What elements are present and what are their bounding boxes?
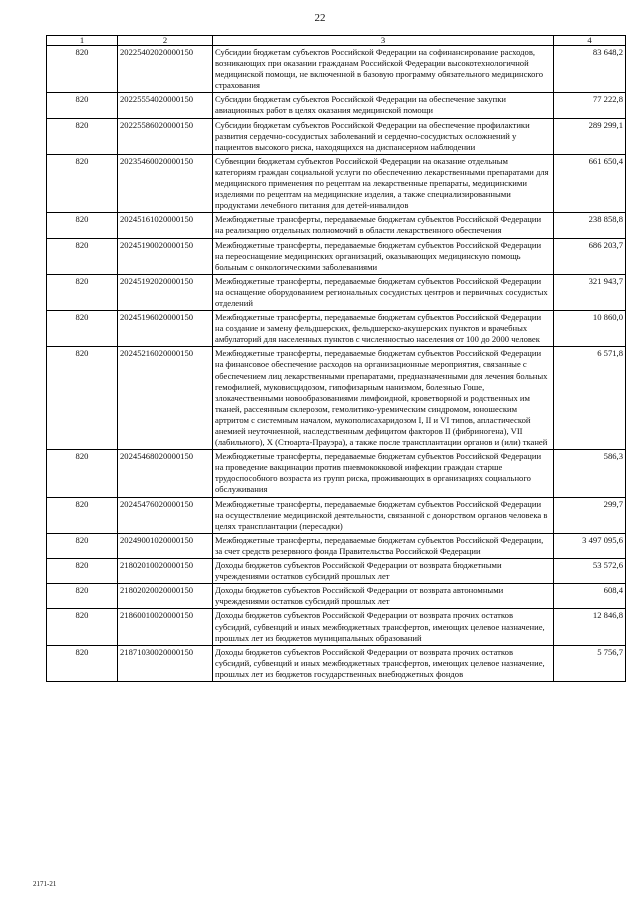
description-cell: Доходы бюджетов субъектов Российской Федерации от возврата прочих остатков субсидий, субвенций и иных межбюджетных трансфертов, имеющих целевое назначение, прошлых лет из бюджетов муниципальных образований (213, 609, 554, 645)
admin-code-cell: 820 (47, 46, 118, 93)
description-cell: Межбюджетные трансферты, передаваемые бюджетам субъектов Российской Федерации на переоснащение медицинских организаций, оказывающих медицинскую помощь больным с онкологическими заболеваниями (213, 238, 554, 274)
admin-code-cell: 820 (47, 533, 118, 558)
description-cell: Доходы бюджетов субъектов Российской Федерации от возврата бюджетными учреждениями остатков субсидий прошлых лет (213, 559, 554, 584)
table-row (47, 347, 626, 450)
table-row (47, 213, 626, 238)
column-header: 4 (554, 36, 626, 46)
table-row (47, 311, 626, 347)
amount-cell: 661 650,4 (554, 154, 626, 212)
amount-cell: 289 299,1 (554, 118, 626, 154)
description-cell: Межбюджетные трансферты, передаваемые бюджетам субъектов Российской Федерации на оснащение оборудованием региональных сосудистых центров и первичных сосудистых отделений (213, 274, 554, 310)
admin-code-cell: 820 (47, 118, 118, 154)
amount-cell: 3 497 095,6 (554, 533, 626, 558)
table-row (47, 559, 626, 584)
description-cell: Межбюджетные трансферты, передаваемые бюджетам субъектов Российской Федерации на осуществление медицинской деятельности, связанной с донорством органов человека в целях трансплантации (пересадки) (213, 497, 554, 533)
table-row (47, 274, 626, 310)
amount-cell: 83 648,2 (554, 46, 626, 93)
table-row (47, 46, 626, 93)
amount-cell: 53 572,6 (554, 559, 626, 584)
admin-code-cell: 820 (47, 450, 118, 497)
table-row (47, 497, 626, 533)
budget-code-cell: 20245468020000150 (118, 450, 213, 497)
admin-code-cell: 820 (47, 213, 118, 238)
budget-code-cell: 20225554020000150 (118, 93, 213, 118)
description-cell: Межбюджетные трансферты, передаваемые бюджетам субъектов Российской Федерации на финансовое обеспечение расходов на организационные мероприятия, связанные с обеспечением лиц лекарственными препаратами, предназначенными для лечения больных гемофилией, муковисцидозом, гипофизарным нанизмом, болезнью Гоше, злокачественными новообразованиями лимфоидной, кроветворной и родственных им тканей, рассеянным склерозом, гемолитико-уремическим синдромом, юношеским артритом с системным началом, мукополисахаридозом I, II и VI типов, апластической анемией неуточненной, наследственным дефицитом факторов II (фибриногена), VII (лабильного), X (Стюарта-Прауэра), а также после трансплантации органов и (или) тканей (213, 347, 554, 450)
amount-cell: 586,3 (554, 450, 626, 497)
admin-code-cell: 820 (47, 645, 118, 681)
description-cell: Субвенции бюджетам субъектов Российской Федерации на оказание отдельным категориям граждан социальной услуги по обеспечению лекарственными препаратами для медицинского применения по рецептам на лекарственные препараты, медицинскими изделиями по рецептам на медицинские изделия, а также специализированными продуктами лечебного питания для детей-инвалидов (213, 154, 554, 212)
budget-code-cell: 21860010020000150 (118, 609, 213, 645)
amount-cell: 238 858,8 (554, 213, 626, 238)
admin-code-cell: 820 (47, 497, 118, 533)
description-cell: Межбюджетные трансферты, передаваемые бюджетам субъектов Российской Федерации, за счет средств резервного фонда Правительства Российской Федерации (213, 533, 554, 558)
amount-cell: 686 203,7 (554, 238, 626, 274)
table-row (47, 645, 626, 681)
budget-code-cell: 20245216020000150 (118, 347, 213, 450)
admin-code-cell: 820 (47, 584, 118, 609)
budget-code-cell: 20245161020000150 (118, 213, 213, 238)
table-header-row (47, 36, 626, 46)
budget-code-cell: 20225586020000150 (118, 118, 213, 154)
amount-cell: 12 846,8 (554, 609, 626, 645)
footer-mark: 2171-21 (33, 880, 57, 888)
budget-code-cell: 21802020020000150 (118, 584, 213, 609)
description-cell: Межбюджетные трансферты, передаваемые бюджетам субъектов Российской Федерации на проведение вакцинации против пневмококковой инфекции граждан старше трудоспособного возраста из групп риска, проживающих в организациях социального обслуживания (213, 450, 554, 497)
description-cell: Доходы бюджетов субъектов Российской Федерации от возврата прочих остатков субсидий, субвенций и иных межбюджетных трансфертов, имеющих целевое назначение, прошлых лет из бюджетов государственных внебюджетных фондов (213, 645, 554, 681)
admin-code-cell: 820 (47, 311, 118, 347)
budget-code-cell: 20235460020000150 (118, 154, 213, 212)
budget-code-cell: 20245196020000150 (118, 311, 213, 347)
description-cell: Субсидии бюджетам субъектов Российской Федерации на обеспечение профилактики развития сердечно-сосудистых заболеваний и сердечно-сосудистых осложнений у пациентов высокого риска, находящихся на диспансерном наблюдении (213, 118, 554, 154)
amount-cell: 5 756,7 (554, 645, 626, 681)
admin-code-cell: 820 (47, 238, 118, 274)
budget-code-cell: 20249001020000150 (118, 533, 213, 558)
table-row (47, 238, 626, 274)
admin-code-cell: 820 (47, 274, 118, 310)
column-header: 3 (213, 36, 554, 46)
amount-cell: 299,7 (554, 497, 626, 533)
amount-cell: 10 860,0 (554, 311, 626, 347)
description-cell: Субсидии бюджетам субъектов Российской Федерации на обеспечение закупки авиационных работ в целях оказания медицинской помощи (213, 93, 554, 118)
budget-code-cell: 20245190020000150 (118, 238, 213, 274)
table-row (47, 118, 626, 154)
table-row (47, 450, 626, 497)
amount-cell: 321 943,7 (554, 274, 626, 310)
admin-code-cell: 820 (47, 609, 118, 645)
description-cell: Межбюджетные трансферты, передаваемые бюджетам субъектов Российской Федерации на реализацию отдельных полномочий в области лекарственного обеспечения (213, 213, 554, 238)
amount-cell: 608,4 (554, 584, 626, 609)
budget-code-cell: 20245192020000150 (118, 274, 213, 310)
amount-cell: 6 571,8 (554, 347, 626, 450)
table-row (47, 93, 626, 118)
description-cell: Доходы бюджетов субъектов Российской Федерации от возврата автономными учреждениями остатков субсидий прошлых лет (213, 584, 554, 609)
budget-code-cell: 21802010020000150 (118, 559, 213, 584)
table-row (47, 533, 626, 558)
budget-table (46, 35, 626, 682)
budget-code-cell: 20225402020000150 (118, 46, 213, 93)
column-header: 2 (118, 36, 213, 46)
page-number: 22 (314, 12, 326, 24)
table-row (47, 154, 626, 212)
table-row (47, 584, 626, 609)
budget-code-cell: 20245476020000150 (118, 497, 213, 533)
amount-cell: 77 222,8 (554, 93, 626, 118)
column-header: 1 (47, 36, 118, 46)
admin-code-cell: 820 (47, 347, 118, 450)
description-cell: Субсидии бюджетам субъектов Российской Федерации на софинансирование расходов, возникающих при оказании гражданам Российской Федерации высокотехнологичной медицинской помощи, не включенной в базовую программу обязательного медицинского страхования (213, 46, 554, 93)
admin-code-cell: 820 (47, 93, 118, 118)
admin-code-cell: 820 (47, 559, 118, 584)
table-row (47, 609, 626, 645)
admin-code-cell: 820 (47, 154, 118, 212)
description-cell: Межбюджетные трансферты, передаваемые бюджетам субъектов Российской Федерации на создание и замену фельдшерских, фельдшерско-акушерских пунктов и врачебных амбулаторий для населенных пунктов с численностью населения от 100 до 2000 человек (213, 311, 554, 347)
budget-code-cell: 21871030020000150 (118, 645, 213, 681)
